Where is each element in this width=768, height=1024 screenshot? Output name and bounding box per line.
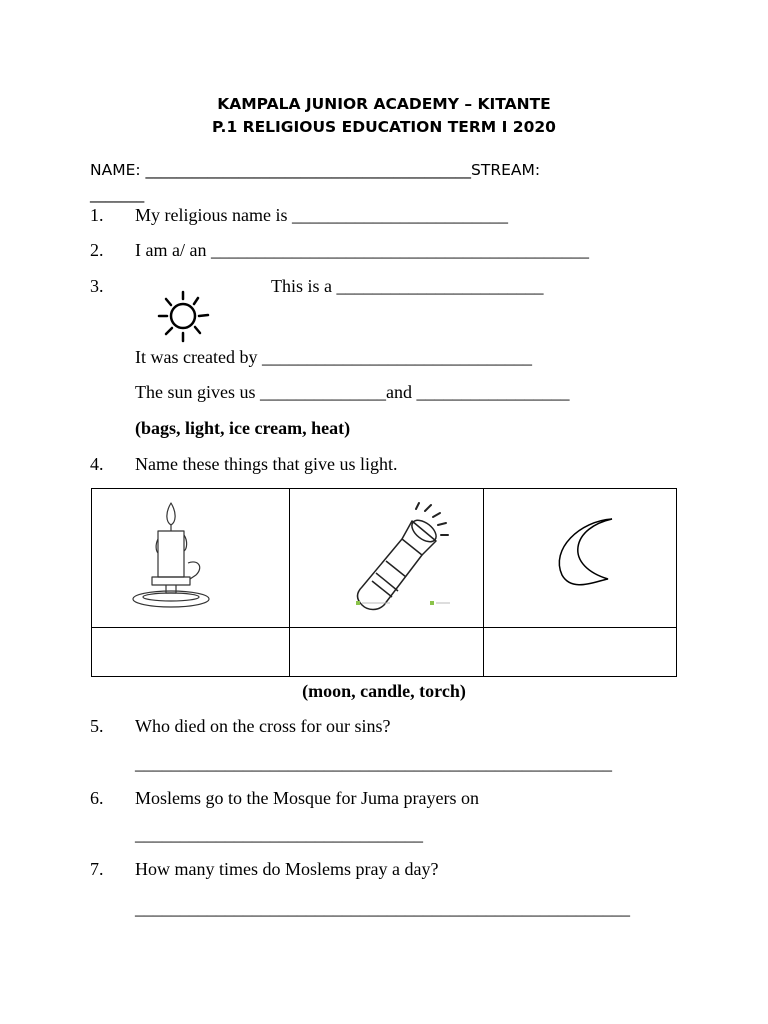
question-2: I am a/ an __________________________________________ — [135, 240, 589, 260]
question-number-6: 6. — [90, 788, 104, 808]
sun-icon — [145, 270, 205, 330]
question-5: Who died on the cross for our sins? — [135, 716, 391, 736]
name-stream-line: NAME: __________________________________________STREAM: — [90, 161, 541, 179]
question-number-1: 1. — [90, 205, 104, 225]
question-3: This is a _______________________ — [271, 276, 544, 296]
torch-answer-box[interactable] — [290, 628, 484, 677]
question-number-3: 3. — [90, 276, 104, 296]
light-things-table — [91, 488, 677, 677]
stream-answer-line: _______ — [90, 185, 145, 203]
question-3-gives: The sun gives us ______________and _________________ — [135, 382, 570, 402]
question-7: How many times do Moslems pray a day? — [135, 859, 439, 879]
question-1: My religious name is ________________________ — [135, 205, 508, 225]
question-6: Moslems go to the Mosque for Juma prayers on — [135, 788, 479, 808]
question-number-2: 2. — [90, 240, 104, 260]
candle-cell — [92, 489, 290, 628]
question-7-answer-line[interactable]: _______________________________________________________ — [135, 898, 630, 918]
paper-title: P.1 RELIGIOUS EDUCATION TERM I 2020 — [212, 118, 556, 136]
question-3-options: (bags, light, ice cream, heat) — [135, 418, 351, 438]
question-6-answer-line[interactable]: ________________________________ — [135, 824, 423, 844]
candle-answer-box[interactable] — [92, 628, 290, 677]
school-title: KAMPALA JUNIOR ACADEMY – KITANTE — [217, 95, 551, 113]
question-number-5: 5. — [90, 716, 104, 736]
moon-icon — [484, 489, 676, 627]
moon-answer-box[interactable] — [484, 628, 677, 677]
torch-cell — [290, 489, 484, 628]
question-5-answer-line[interactable]: _____________________________________________________ — [135, 753, 612, 773]
question-3-created: It was created by ______________________________ — [135, 347, 532, 367]
question-number-7: 7. — [90, 859, 104, 879]
torch-icon — [290, 489, 483, 627]
question-number-4: 4. — [90, 454, 104, 474]
moon-cell — [484, 489, 677, 628]
candle-icon — [92, 489, 289, 627]
question-4-options: (moon, candle, torch) — [302, 681, 466, 701]
question-4: Name these things that give us light. — [135, 454, 398, 474]
